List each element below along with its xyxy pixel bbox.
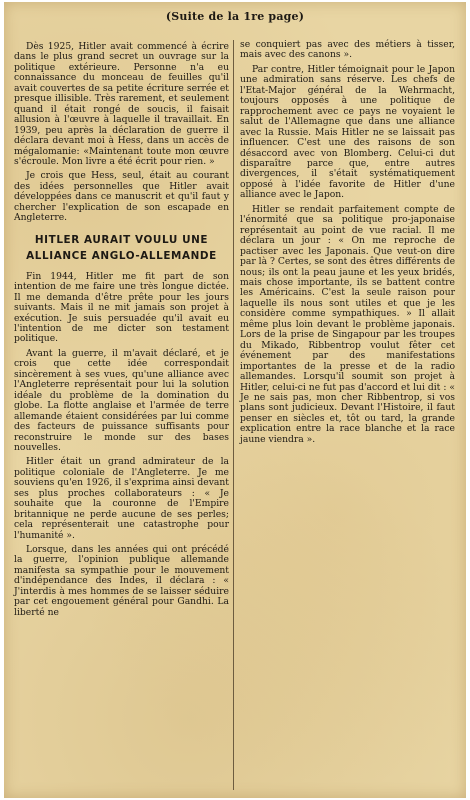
right-column (240, 40, 455, 449)
subheading-line-1: HITLER AURAIT VOULU UNE (34, 233, 209, 246)
continuation-header: (Suite de la 1re page) (165, 10, 305, 23)
paragraph: Lorsque, dans les années qui ont précédé la guerre, l'opinion publique allemande manifesta sa sympathie pour le mouvement d'indépendance des Indes, il déclara : « J'interdis à mes hommes de se laisser séduire par cet engouement général pour Gandhi. La liberté ne (14, 544, 229, 618)
paragraph: Je crois que Hess, seul, était au courant des idées personnelles que Hitler avait développées dans ce manuscrit et qu'il faut y chercher l'explication de son escapade en Angleterre. (14, 170, 229, 224)
paragraph: Avant la guerre, il m'avait déclaré, et je crois que cette idée correspondait sincèrement à ses vues, qu'une alliance avec l'Angleterre représentait pour lui la solution idéale du problème de la domination du globe. La flotte anglaise et l'armée de terre allemande étaient considérées par lui comme des facteurs de puissance suffisants pour reconstruire le monde sur des bases nouvelles. (14, 347, 229, 453)
section-subheading (14, 232, 229, 264)
subheading-line-2: ALLIANCE ANGLO-ALLEMANDE (26, 249, 217, 262)
left-column (14, 42, 229, 622)
paragraph: Par contre, Hitler témoignait pour le Japon une admiration sans réserve. Les chefs de l'Etat-Major général de la Wehrmacht, toujours opposés à une politique de rapprochement avec ce pays ne voyaient le salut de l'Allemagne que dans une alliance avec la Russie. Mais Hitler ne se laissait pas influencer. C'est une des raisons de son désaccord avec von Blomberg. Celui-ci dut disparaître parce que, entre autres divergences, il s'était systématiquement opposé à l'idée favorite de Hitler d'une alliance avec le Japon. (240, 63, 455, 201)
newspaper-clipping (4, 2, 466, 798)
paragraph: Dès 1925, Hitler avait commencé à écrire dans le plus grand secret un ouvrage sur la politique extérieure. Personne n'a eu connaissance du monceau de feuilles qu'il avait couvertes de sa petite écriture serrée et presque illisible. Très rarement, et seulement quand il était rongé de soucis, il faisait allusion à l'œuvre à laquelle il travaillait. En 1939, peu après la déclaration de guerre il déclara devant moi à Hess, dans un accès de mégalomanie: «Maintenant toute mon œuvre s'écroule. Mon livre a été écrit pour rien. » (14, 41, 229, 167)
paragraph: Fin 1944, Hitler me fit part de son intention de me faire une très longue dictée. Il me demanda d'être prête pour les jours suivants. Mais il ne mit jamais son projet à exécution. Je suis persuadée qu'il avait eu l'intention de me dicter son testament politique. (14, 270, 229, 345)
paragraph: Hitler se rendait parfaitement compte de l'énormité que sa politique pro-japonaise représentait au point de vue racial. Il me déclara un jour : « On me reproche de pactiser avec les Japonais. Que veut-on dire par là ? Certes, se sont des êtres différents de nous; ils ont la peau jaune et les yeux bridés, mais chose importante, ils se battent contre les Américains. C'est la seule raison pour laquelle ils nous sont utiles et que je les considère comme sympathiques. » Il allait même plus loin devant le problème japonais. Lors de la prise de Singapour par les troupes du Mikado, Ribbentrop voulut fêter cet événement par des manifestations importantes de la presse et de la radio allemandes. Lorsqu'il soumit son projet à Hitler, celui-ci ne fut pas d'accord et lui dit : « Je ne sais pas, mon cher Ribbentrop, si vos plans sont judicieux. Devant l'Histoire, il faut penser en siècles et, tôt ou tard, la grande explication entre la race blanche et la race jaune viendra ». (240, 203, 455, 445)
paragraph-continuation: se conquiert pas avec des métiers à tisser, mais avec des canons ». (240, 39, 455, 61)
column-divider (233, 40, 234, 790)
paragraph: Hitler était un grand admirateur de la politique coloniale de l'Angleterre. Je me souviens qu'en 1926, il s'exprima ainsi devant ses plus proches collaborateurs : « Je souhaite que la couronne de l'Empire britannique ne perde aucune de ses perles; cela représenterait une catastrophe pour l'humanité ». (14, 456, 229, 541)
